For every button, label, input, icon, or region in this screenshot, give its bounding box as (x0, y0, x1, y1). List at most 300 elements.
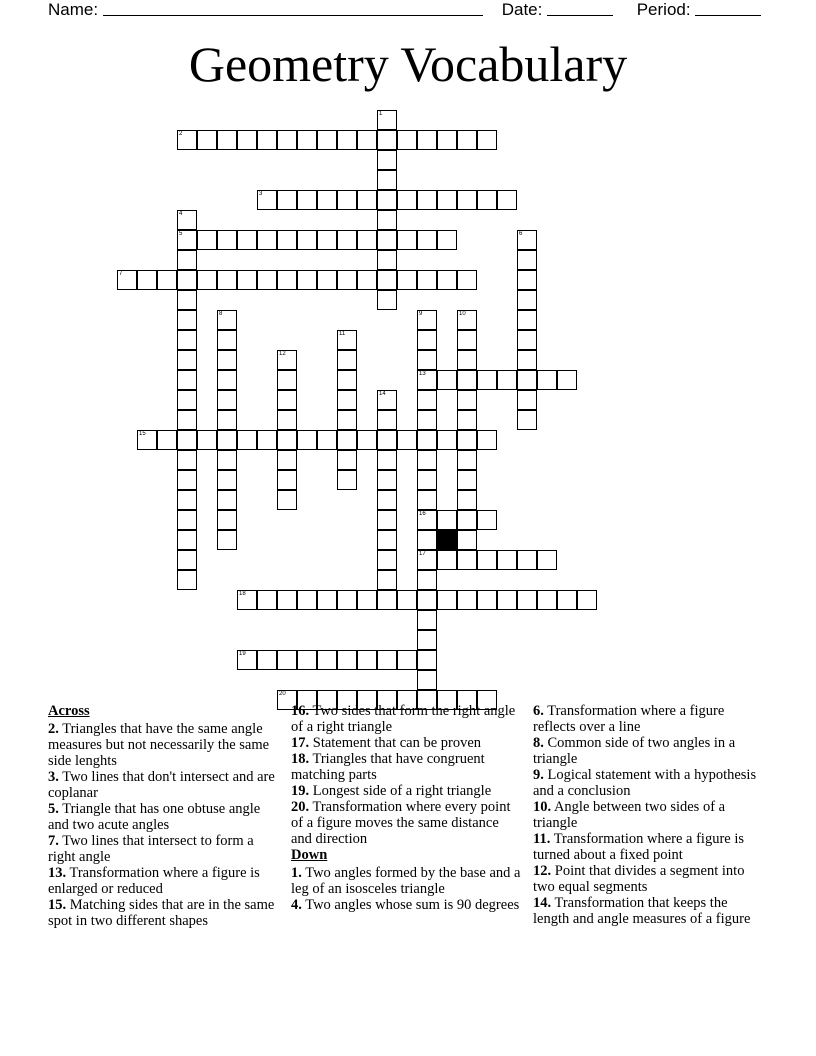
blocked-cell (437, 530, 457, 550)
grid-cell[interactable] (337, 350, 357, 370)
grid-cell[interactable] (337, 190, 357, 210)
down-clue (533, 799, 763, 831)
clue-number: 20. (291, 799, 310, 815)
down-clue (533, 831, 763, 863)
grid-cell[interactable] (177, 570, 197, 590)
grid-cell[interactable] (377, 510, 397, 530)
grid-cell[interactable] (457, 430, 477, 450)
grid-cell[interactable] (337, 410, 357, 430)
grid-cell[interactable] (437, 190, 457, 210)
grid-cell[interactable] (517, 330, 537, 350)
clue-number: 4. (291, 897, 302, 913)
grid-cell[interactable] (177, 510, 197, 530)
grid-cell[interactable] (237, 130, 257, 150)
grid-cell[interactable] (277, 590, 297, 610)
grid-cell[interactable] (477, 550, 497, 570)
grid-cell[interactable] (397, 650, 417, 670)
grid-cell[interactable] (317, 230, 337, 250)
clue-number: 8 (219, 311, 223, 317)
clue-number: 10. (533, 799, 552, 815)
grid-cell[interactable] (277, 270, 297, 290)
grid-cell[interactable] (377, 550, 397, 570)
down-clue (533, 863, 763, 895)
grid-cell[interactable] (377, 570, 397, 590)
grid-cell[interactable] (277, 430, 297, 450)
grid-cell[interactable] (457, 190, 477, 210)
grid-cell[interactable] (437, 510, 457, 530)
grid-cell[interactable] (457, 130, 477, 150)
grid-cell[interactable] (197, 130, 217, 150)
grid-cell[interactable] (417, 490, 437, 510)
grid-cell[interactable] (377, 210, 397, 230)
grid-cell[interactable] (357, 130, 377, 150)
clue-text: Two angles formed by the base and a leg of an isosceles triangle (291, 865, 521, 897)
clue-text: Logical statement with a hypothesis and a conclusion (533, 767, 757, 799)
clue-number: 1 (379, 111, 383, 117)
grid-cell[interactable] (377, 130, 397, 150)
grid-cell[interactable] (377, 390, 397, 410)
grid-cell[interactable] (537, 550, 557, 570)
clue-text: Longest side of a right triangle (309, 783, 492, 799)
grid-cell[interactable] (277, 490, 297, 510)
grid-cell[interactable] (357, 430, 377, 450)
grid-cell[interactable] (437, 550, 457, 570)
clue-text: Transformation where every point of a figure moves the same distance and direction (291, 799, 511, 847)
grid-cell[interactable] (217, 130, 237, 150)
clue-number: 7. (48, 833, 59, 849)
grid-cell[interactable] (297, 190, 317, 210)
grid-cell[interactable] (177, 250, 197, 270)
clue-number: 14 (379, 391, 386, 397)
clues-column-1 (48, 703, 278, 929)
grid-cell[interactable] (337, 230, 357, 250)
grid-cell[interactable] (317, 590, 337, 610)
clue-text: Triangle that has one obtuse angle and two acute angles (48, 801, 261, 833)
grid-cell[interactable] (417, 550, 437, 570)
grid-cell[interactable] (377, 150, 397, 170)
grid-cell[interactable] (377, 410, 397, 430)
grid-cell[interactable] (177, 310, 197, 330)
grid-cell[interactable] (337, 430, 357, 450)
clue-number: 1. (291, 865, 302, 881)
clue-text: Transformation where a figure is enlarged or reduced (48, 865, 260, 897)
clue-number: 9. (533, 767, 544, 783)
grid-cell[interactable] (217, 310, 237, 330)
grid-cell[interactable] (477, 190, 497, 210)
grid-cell[interactable] (277, 410, 297, 430)
grid-cell[interactable] (377, 430, 397, 450)
clue-text: Two lines that intersect to form a right angle (48, 833, 254, 865)
grid-cell[interactable] (517, 310, 537, 330)
clue-number: 16. (291, 703, 310, 719)
grid-cell[interactable] (377, 590, 397, 610)
grid-cell[interactable] (457, 350, 477, 370)
clue-number: 6. (533, 703, 544, 719)
grid-cell[interactable] (297, 590, 317, 610)
grid-cell[interactable] (437, 370, 457, 390)
grid-cell[interactable] (177, 470, 197, 490)
grid-cell[interactable] (397, 590, 417, 610)
grid-cell[interactable] (517, 390, 537, 410)
clue-text: Transformation where a figure is turned about a fixed point (533, 831, 745, 863)
across-clue (48, 897, 278, 929)
grid-cell[interactable] (437, 430, 457, 450)
down-clue (291, 897, 521, 913)
grid-cell[interactable] (337, 470, 357, 490)
grid-cell[interactable] (357, 190, 377, 210)
grid-cell[interactable] (177, 390, 197, 410)
grid-cell[interactable] (257, 430, 277, 450)
grid-cell[interactable] (457, 370, 477, 390)
grid-cell[interactable] (517, 370, 537, 390)
across-clue (291, 735, 521, 751)
clue-number: 5 (179, 231, 183, 237)
grid-cell[interactable] (357, 270, 377, 290)
grid-cell[interactable] (457, 490, 477, 510)
across-clue (48, 865, 278, 897)
grid-cell[interactable] (457, 450, 477, 470)
grid-cell[interactable] (377, 470, 397, 490)
grid-cell[interactable] (417, 390, 437, 410)
grid-cell[interactable] (377, 650, 397, 670)
across-clue (291, 751, 521, 783)
grid-cell[interactable] (437, 230, 457, 250)
grid-cell[interactable] (237, 430, 257, 450)
clue-number: 8. (533, 735, 544, 751)
clue-number: 18 (239, 591, 246, 597)
grid-cell[interactable] (157, 270, 177, 290)
down-clue (533, 895, 763, 927)
clue-number: 9 (419, 311, 423, 317)
clue-number: 16 (419, 511, 426, 517)
down-clue (533, 703, 763, 735)
grid-cell[interactable] (257, 650, 277, 670)
grid-cell[interactable] (237, 650, 257, 670)
grid-cell[interactable] (357, 230, 377, 250)
grid-cell[interactable] (397, 190, 417, 210)
grid-cell[interactable] (177, 550, 197, 570)
grid-cell[interactable] (457, 330, 477, 350)
grid-cell[interactable] (417, 190, 437, 210)
grid-cell[interactable] (277, 190, 297, 210)
grid-cell[interactable] (297, 650, 317, 670)
grid-cell[interactable] (377, 230, 397, 250)
grid-cell[interactable] (477, 370, 497, 390)
grid-cell[interactable] (217, 370, 237, 390)
clue-number: 15 (139, 431, 146, 437)
grid-cell[interactable] (337, 370, 357, 390)
clue-text: Two lines that don't intersect and are coplanar (48, 769, 275, 801)
grid-cell[interactable] (217, 330, 237, 350)
grid-cell[interactable] (177, 430, 197, 450)
grid-cell[interactable] (217, 510, 237, 530)
grid-cell[interactable] (177, 290, 197, 310)
grid-cell[interactable] (337, 130, 357, 150)
grid-cell[interactable] (417, 450, 437, 470)
grid-cell[interactable] (457, 410, 477, 430)
grid-cell[interactable] (337, 650, 357, 670)
grid-cell[interactable] (397, 430, 417, 450)
down-clue (533, 735, 763, 767)
grid-cell[interactable] (277, 370, 297, 390)
grid-cell[interactable] (257, 590, 277, 610)
grid-cell[interactable] (417, 510, 437, 530)
grid-cell[interactable] (217, 430, 237, 450)
across-clue (291, 799, 521, 847)
clue-number: 17 (419, 551, 426, 557)
clue-number: 3 (259, 191, 263, 197)
across-clue (291, 783, 521, 799)
grid-cell[interactable] (277, 230, 297, 250)
grid-cell[interactable] (217, 390, 237, 410)
across-heading: Across (48, 703, 90, 719)
grid-cell[interactable] (177, 350, 197, 370)
grid-cell[interactable] (177, 490, 197, 510)
grid-cell[interactable] (197, 430, 217, 450)
clue-number: 17. (291, 735, 310, 751)
grid-cell[interactable] (477, 130, 497, 150)
across-clue (48, 721, 278, 769)
grid-cell[interactable] (377, 190, 397, 210)
grid-cell[interactable] (217, 350, 237, 370)
grid-cell[interactable] (177, 130, 197, 150)
down-heading: Down (291, 847, 328, 863)
grid-cell[interactable] (457, 390, 477, 410)
grid-cell[interactable] (417, 650, 437, 670)
grid-cell[interactable] (537, 370, 557, 390)
grid-cell[interactable] (517, 230, 537, 250)
grid-cell[interactable] (517, 270, 537, 290)
grid-cell[interactable] (497, 550, 517, 570)
grid-cell[interactable] (137, 270, 157, 290)
grid-cell[interactable] (217, 450, 237, 470)
grid-cell[interactable] (377, 250, 397, 270)
grid-cell[interactable] (417, 310, 437, 330)
grid-cell[interactable] (237, 590, 257, 610)
grid-cell[interactable] (517, 250, 537, 270)
across-clue (48, 801, 278, 833)
grid-cell[interactable] (397, 130, 417, 150)
grid-cell[interactable] (337, 590, 357, 610)
grid-cell[interactable] (377, 490, 397, 510)
clue-number: 15. (48, 897, 67, 913)
grid-cell[interactable] (177, 330, 197, 350)
clue-number: 13. (48, 865, 67, 881)
grid-cell[interactable] (257, 130, 277, 150)
grid-cell[interactable] (277, 130, 297, 150)
grid-cell[interactable] (357, 650, 377, 670)
grid-cell[interactable] (417, 570, 437, 590)
grid-cell[interactable] (197, 270, 217, 290)
grid-cell[interactable] (457, 550, 477, 570)
clue-number: 12 (279, 351, 286, 357)
clue-number: 5. (48, 801, 59, 817)
clue-number: 2. (48, 721, 59, 737)
clue-text: Triangles that have the same angle measures but not necessarily the same side lenghts (48, 721, 270, 769)
clue-number: 7 (119, 271, 123, 277)
grid-cell[interactable] (417, 670, 437, 690)
grid-cell[interactable] (377, 450, 397, 470)
grid-cell[interactable] (297, 270, 317, 290)
grid-cell[interactable] (177, 370, 197, 390)
grid-cell[interactable] (417, 230, 437, 250)
clue-text: Angle between two sides of a triangle (533, 799, 726, 831)
grid-cell[interactable] (177, 230, 197, 250)
grid-cell[interactable] (297, 130, 317, 150)
grid-cell[interactable] (517, 550, 537, 570)
down-clue (533, 767, 763, 799)
grid-cell[interactable] (417, 410, 437, 430)
grid-cell[interactable] (377, 290, 397, 310)
grid-cell[interactable] (437, 130, 457, 150)
clue-number: 19 (239, 651, 246, 657)
clue-number: 13 (419, 371, 426, 377)
grid-cell[interactable] (317, 270, 337, 290)
grid-cell[interactable] (297, 430, 317, 450)
clue-number: 11 (339, 331, 346, 337)
across-clue (291, 703, 521, 735)
clues-column-2 (291, 703, 521, 913)
grid-cell[interactable] (517, 410, 537, 430)
grid-cell[interactable] (417, 370, 437, 390)
clue-text: Matching sides that are in the same spot in two different shapes (48, 897, 275, 929)
grid-cell[interactable] (437, 270, 457, 290)
grid-cell[interactable] (477, 430, 497, 450)
grid-cell[interactable] (377, 110, 397, 130)
grid-cell[interactable] (217, 490, 237, 510)
clue-number: 19. (291, 783, 310, 799)
grid-cell[interactable] (497, 370, 517, 390)
clue-number: 6 (519, 231, 523, 237)
grid-cell[interactable] (337, 390, 357, 410)
grid-cell[interactable] (277, 350, 297, 370)
grid-cell[interactable] (317, 430, 337, 450)
clue-number: 18. (291, 751, 310, 767)
date-label: Date: (501, 0, 543, 19)
grid-cell[interactable] (417, 630, 437, 650)
name-label: Name: (48, 0, 99, 19)
clue-number: 20 (279, 691, 286, 697)
grid-cell[interactable] (397, 230, 417, 250)
grid-cell[interactable] (197, 230, 217, 250)
grid-cell[interactable] (117, 270, 137, 290)
grid-cell[interactable] (257, 190, 277, 210)
grid-cell[interactable] (317, 130, 337, 150)
grid-cell[interactable] (417, 270, 437, 290)
grid-cell[interactable] (497, 590, 517, 610)
grid-cell[interactable] (457, 470, 477, 490)
grid-cell[interactable] (457, 530, 477, 550)
grid-cell[interactable] (177, 210, 197, 230)
grid-cell[interactable] (457, 310, 477, 330)
grid-cell[interactable] (417, 530, 437, 550)
grid-cell[interactable] (277, 390, 297, 410)
grid-cell[interactable] (417, 610, 437, 630)
grid-cell[interactable] (257, 230, 277, 250)
grid-cell[interactable] (377, 270, 397, 290)
grid-cell[interactable] (217, 470, 237, 490)
grid-cell[interactable] (377, 170, 397, 190)
grid-cell[interactable] (517, 350, 537, 370)
clues-column-3 (533, 703, 763, 927)
clue-text: Two angles whose sum is 90 degrees (301, 897, 520, 913)
clue-text: Two sides that form the right angle of a right triangle (291, 703, 516, 735)
grid-cell[interactable] (357, 590, 377, 610)
clue-number: 4 (179, 211, 183, 217)
clue-text: Common side of two angles in a triangle (533, 735, 736, 767)
grid-cell[interactable] (317, 190, 337, 210)
grid-cell[interactable] (557, 590, 577, 610)
down-clue (291, 865, 521, 897)
grid-cell[interactable] (217, 530, 237, 550)
grid-cell[interactable] (457, 590, 477, 610)
grid-cell[interactable] (417, 430, 437, 450)
clue-number: 3. (48, 769, 59, 785)
grid-cell[interactable] (137, 430, 157, 450)
grid-cell[interactable] (457, 270, 477, 290)
grid-cell[interactable] (177, 450, 197, 470)
grid-cell[interactable] (157, 430, 177, 450)
grid-cell[interactable] (297, 230, 317, 250)
page-title: Geometry Vocabulary (188, 36, 628, 92)
grid-cell[interactable] (417, 350, 437, 370)
grid-cell[interactable] (417, 330, 437, 350)
grid-cell[interactable] (177, 530, 197, 550)
grid-cell[interactable] (477, 590, 497, 610)
grid-cell[interactable] (257, 270, 277, 290)
grid-cell[interactable] (517, 590, 537, 610)
clue-number: 11. (533, 831, 551, 847)
across-clue (48, 769, 278, 801)
grid-cell[interactable] (397, 270, 417, 290)
grid-cell[interactable] (417, 590, 437, 610)
clue-number: 12. (533, 863, 552, 879)
clue-text: Triangles that have congruent matching parts (291, 751, 485, 783)
grid-cell[interactable] (457, 510, 477, 530)
grid-cell[interactable] (277, 470, 297, 490)
grid-cell[interactable] (537, 590, 557, 610)
grid-cell[interactable] (177, 270, 197, 290)
grid-cell[interactable] (337, 270, 357, 290)
grid-cell[interactable] (337, 330, 357, 350)
grid-cell[interactable] (277, 450, 297, 470)
grid-cell[interactable] (237, 230, 257, 250)
grid-cell[interactable] (277, 650, 297, 670)
grid-cell[interactable] (417, 130, 437, 150)
grid-cell[interactable] (217, 270, 237, 290)
clue-text: Statement that can be proven (309, 735, 482, 751)
grid-cell[interactable] (237, 270, 257, 290)
grid-cell[interactable] (177, 410, 197, 430)
clue-number: 2 (179, 131, 183, 137)
grid-cell[interactable] (497, 190, 517, 210)
grid-cell[interactable] (557, 370, 577, 390)
grid-cell[interactable] (477, 510, 497, 530)
grid-cell[interactable] (337, 450, 357, 470)
grid-cell[interactable] (217, 230, 237, 250)
grid-cell[interactable] (417, 470, 437, 490)
grid-cell[interactable] (377, 530, 397, 550)
grid-cell[interactable] (437, 590, 457, 610)
grid-cell[interactable] (217, 410, 237, 430)
across-clue (48, 833, 278, 865)
grid-cell[interactable] (577, 590, 597, 610)
clue-text: Point that divides a segment into two equal segments (533, 863, 745, 895)
clue-text: Transformation that keeps the length and angle measures of a figure (533, 895, 751, 927)
grid-cell[interactable] (317, 650, 337, 670)
clue-number: 10 (459, 311, 466, 317)
grid-cell[interactable] (517, 290, 537, 310)
